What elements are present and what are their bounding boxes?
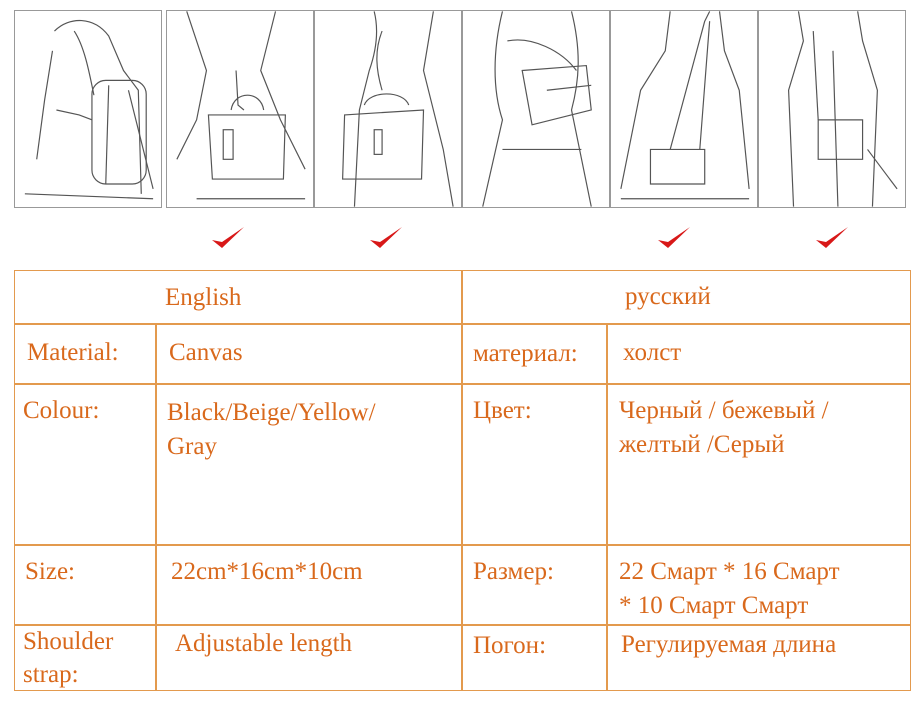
material-label-ru: материал: [473,340,578,367]
strap-value-en: Adjustable length [175,630,353,657]
colour-value-ru-line1: Черный / бежевый / [619,397,829,424]
handbag-illustration-1 [166,10,314,208]
header-russian: русский [625,283,711,310]
colour-value-ru-line2: желтый /Серый [619,431,785,458]
size-label-en: Size: [25,558,75,585]
strap-label-en-line2: strap: [23,661,79,688]
size-value-ru-line2: * 10 Смарт Смарт [619,592,809,619]
backpack-illustration [14,10,162,208]
strap-label-en-line1: Shoulder [23,628,114,655]
material-value-en: Canvas [169,339,243,366]
strap-label-ru: Погон: [473,632,547,659]
size-label-ru: Размер: [473,558,554,585]
strap-value-ru: Регулируемая длина [621,631,837,658]
product-spec-table [14,270,911,691]
checkmark-icon-tote [368,224,404,252]
colour-value-en-line1: Black/Beige/Yellow/ [167,399,376,426]
material-value-ru: холст [623,339,682,366]
size-value-en: 22cm*16cm*10cm [171,558,363,585]
shoulder-bag-illustration [462,10,610,208]
colour-label-ru: Цвет: [473,397,532,424]
size-value-ru-line1: 22 Смарт * 16 Смарт [619,558,840,585]
crossbody-illustration-2 [758,10,906,208]
checkmark-icon-crossbody-1 [656,224,692,252]
colour-label-en: Colour: [23,397,100,424]
tote-illustration [314,10,462,208]
checkmark-icon-handbag [210,224,246,252]
material-label-en: Material: [27,339,119,366]
checkmark-icon-crossbody-2 [814,224,850,252]
crossbody-illustration-1 [610,10,758,208]
header-english: English [165,284,242,311]
colour-value-en-line2: Gray [167,433,217,460]
